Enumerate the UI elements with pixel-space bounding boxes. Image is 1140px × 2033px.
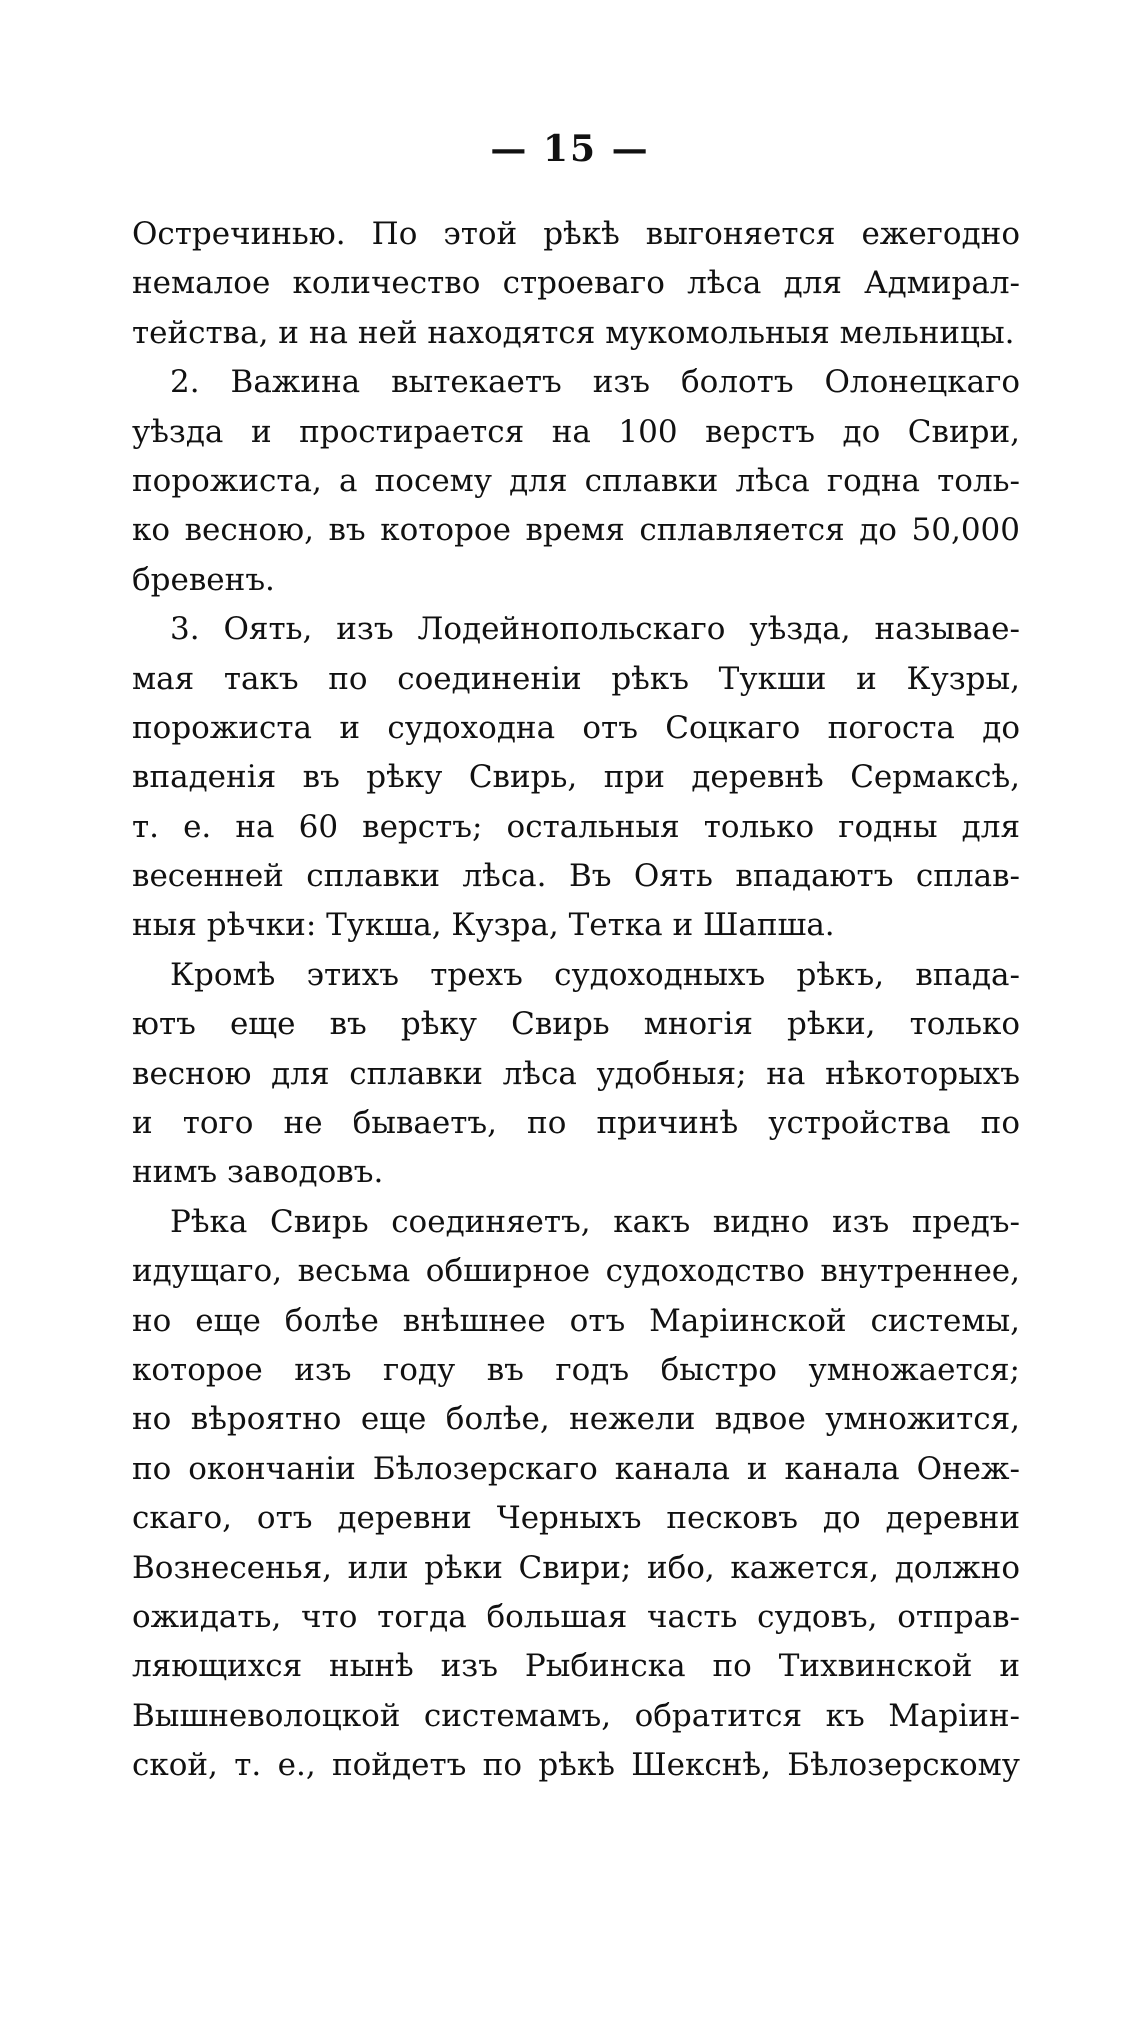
paragraph bbox=[132, 951, 1020, 1198]
text-line: тейства, и на ней находятся мукомольныя мельницы. bbox=[132, 314, 1015, 351]
text-line: ляющихся нынѣ изъ Рыбинска по Тихвинской и bbox=[132, 1648, 1020, 1685]
text-line: мая такъ по соединенiи рѣкъ Тукши и Кузры, bbox=[132, 660, 1020, 697]
text-line: уѣзда и простирается на 100 верстъ до Свири, bbox=[132, 413, 1020, 450]
text-line: 2. Важина вытекаетъ изъ болотъ Олонецкаго bbox=[170, 364, 1020, 401]
paragraph bbox=[132, 358, 1020, 605]
text-line: Кромѣ этихъ трехъ судоходныхъ рѣкъ, впада- bbox=[170, 956, 1020, 993]
text-line: но вѣроятно еще болѣе, нежели вдвое умножится, bbox=[132, 1401, 1020, 1438]
text-line: Вознесенья, или рѣки Свири; ибо, кажется, должно bbox=[132, 1549, 1020, 1586]
text-body bbox=[132, 210, 1020, 1791]
text-line: бревенъ. bbox=[132, 561, 275, 598]
text-line: весенней сплавки лѣса. Въ Оять впадаютъ сплав- bbox=[132, 858, 1020, 895]
paragraph bbox=[132, 210, 1020, 358]
text-line: ожидать, что тогда большая часть судовъ, отправ- bbox=[132, 1598, 1020, 1635]
paragraph bbox=[132, 605, 1020, 951]
text-line: ютъ еще въ рѣку Свирь многiя рѣки, только bbox=[132, 1006, 1020, 1043]
text-line: т. е. на 60 верстъ; остальныя только годны для bbox=[132, 808, 1020, 845]
text-line: впаденiя въ рѣку Свирь, при деревнѣ Сермаксѣ, bbox=[132, 759, 1020, 796]
text-line: ской, т. е., пойдетъ по рѣкѣ Шекснѣ, Бѣлозерскому bbox=[132, 1747, 1020, 1784]
text-line: идущаго, весьма обширное судоходство внутреннее, bbox=[132, 1253, 1020, 1290]
text-line: нимъ заводовъ. bbox=[132, 1154, 384, 1191]
page-number: — 15 — bbox=[490, 128, 650, 170]
text-line: 3. Оять, изъ Лодейнопольскаго уѣзда, называе- bbox=[170, 611, 1020, 648]
paragraph bbox=[132, 1198, 1020, 1791]
text-line: Остречинью. По этой рѣкѣ выгоняется ежегодно bbox=[132, 216, 1020, 252]
text-line: которое изъ году въ годъ быстро умножается; bbox=[132, 1351, 1020, 1388]
text-line: порожиста, а посему для сплавки лѣса годна толь- bbox=[132, 462, 1020, 499]
text-line: Вышневолоцкой системамъ, обратится къ Марiин- bbox=[132, 1697, 1020, 1734]
text-line: по окончанiи Бѣлозерскаго канала и канала Онеж- bbox=[132, 1450, 1020, 1487]
text-line: ко весною, въ которое время сплавляется до 50,000 bbox=[132, 512, 1020, 549]
text-line: порожиста и судоходна отъ Соцкаго погоста до bbox=[132, 709, 1020, 746]
text-line: и того не бываетъ, по причинѣ устройства по bbox=[132, 1105, 1020, 1142]
text-line: Рѣка Свирь соединяетъ, какъ видно изъ предъ- bbox=[170, 1203, 1020, 1240]
text-line: ныя рѣчки: Тукша, Кузра, Тетка и Шапша. bbox=[132, 907, 835, 944]
text-line: скаго, отъ деревни Черныхъ песковъ до деревни bbox=[132, 1500, 1020, 1537]
text-line: но еще болѣе внѣшнее отъ Марiинской системы, bbox=[132, 1302, 1020, 1339]
text-line: немалое количество строеваго лѣса для Адмирал- bbox=[132, 265, 1020, 302]
text-line: весною для сплавки лѣса удобныя; на нѣкоторыхъ bbox=[132, 1055, 1020, 1092]
